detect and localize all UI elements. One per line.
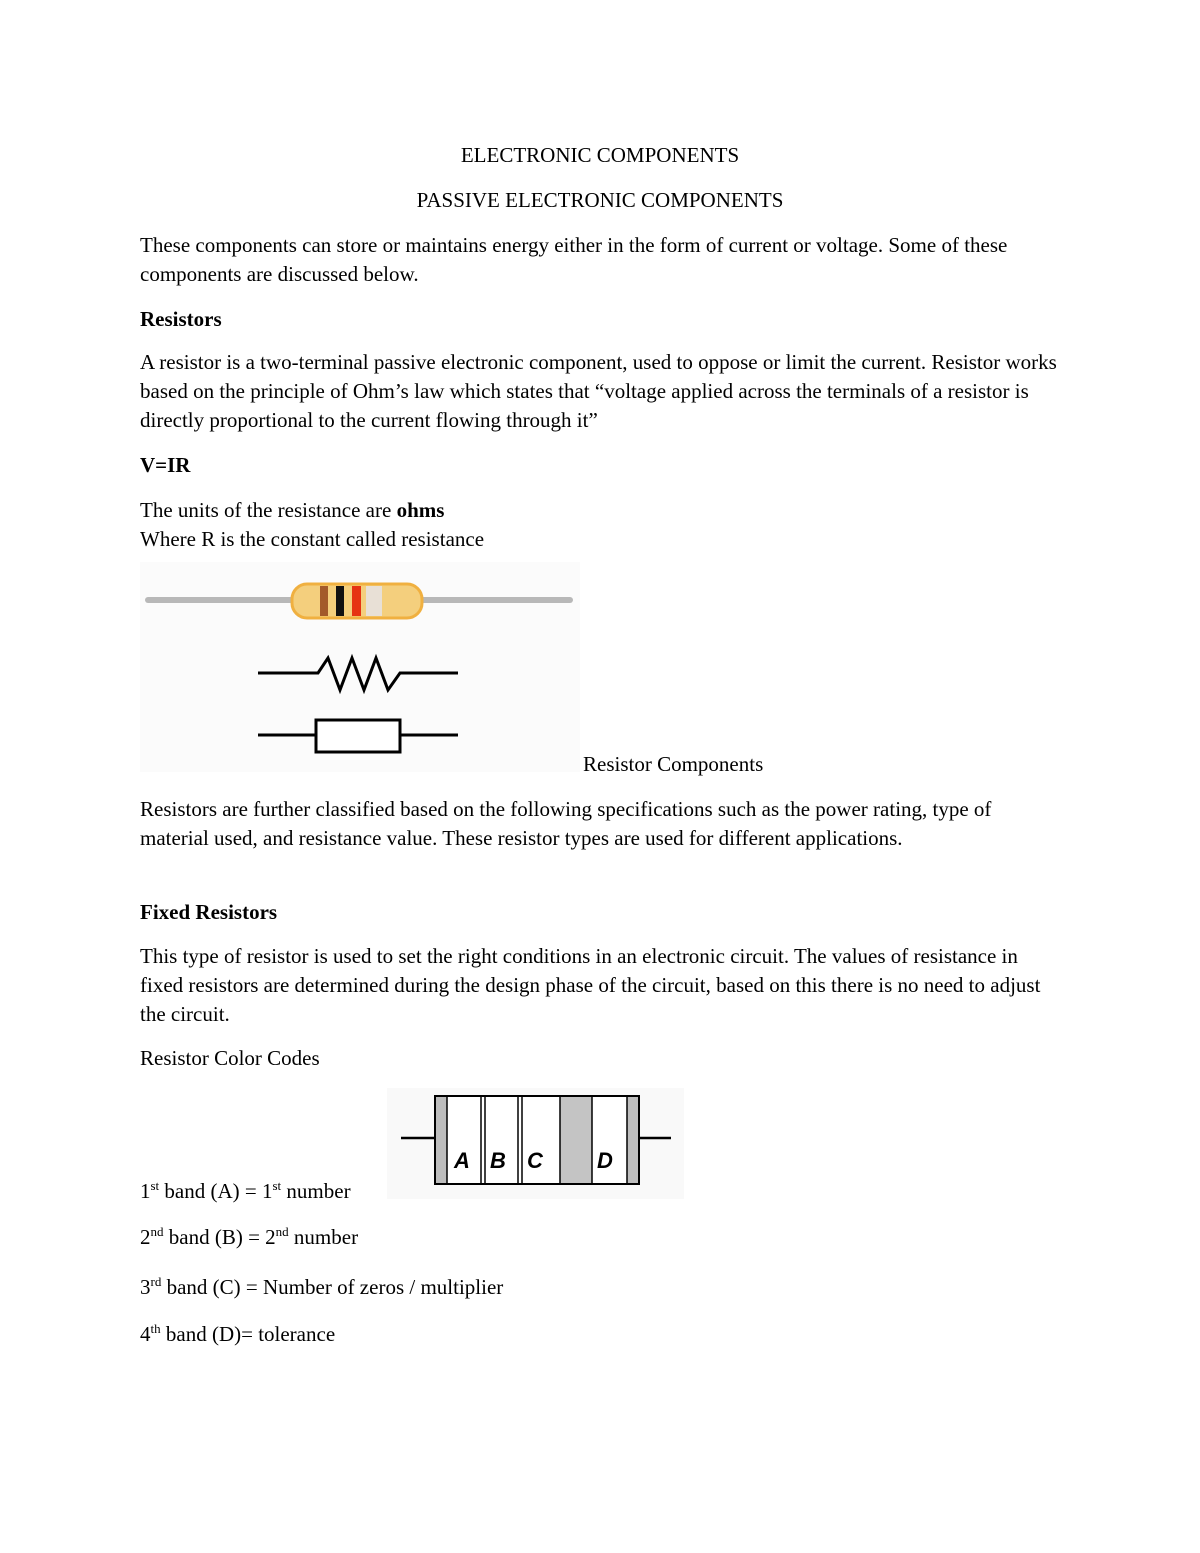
band-text: number [281, 1179, 351, 1203]
band-number: 4 [140, 1322, 151, 1346]
units-line [140, 496, 444, 525]
band-3-line [140, 1273, 503, 1302]
band-number: 2 [140, 1225, 151, 1249]
band-label-b: B [490, 1148, 506, 1173]
classification-paragraph: Resistors are further classified based on the following specifications such as the power rating, type of material used, and resistance value. These resistor types are used for different applications. [140, 797, 992, 850]
box-resistor-symbol [316, 720, 400, 752]
band-2-line [140, 1223, 358, 1252]
ordinal-suffix: nd [275, 1224, 289, 1239]
ordinal-suffix: st [150, 1178, 160, 1193]
band-number: 1 [140, 1179, 151, 1203]
band-1-line [140, 1177, 351, 1206]
band-4-line [140, 1320, 335, 1349]
band-brown [320, 586, 328, 616]
band-text: number [288, 1225, 359, 1249]
units-prefix: The units of the resistance are [140, 498, 397, 522]
ordinal-suffix: st [272, 1178, 282, 1193]
units-value: ohms [396, 498, 445, 522]
diagram-end-cap-right [627, 1097, 638, 1183]
resistor-description: A resistor is a two-terminal passive electronic component, used to oppose or limit the current. Resistor works based on the principle of Ohm’s law which states that “voltage applied across the terminals of a resistor is directly proportional to the current flowing through it” [140, 350, 1057, 432]
fixed-resistors-heading: Fixed Resistors [140, 900, 278, 924]
ordinal-suffix: nd [150, 1224, 164, 1239]
band-red [352, 586, 361, 616]
resistance-definition: Where R is the constant called resistance [140, 527, 485, 551]
ordinal-suffix: rd [150, 1274, 162, 1289]
resistor-components-figure [140, 562, 580, 772]
diagram-gap-band [560, 1097, 592, 1183]
diagram-end-cap-left [436, 1097, 447, 1183]
document-subtitle: PASSIVE ELECTRONIC COMPONENTS [416, 188, 784, 212]
fixed-resistors-paragraph: This type of resistor is used to set the right conditions in an electronic circuit. The values of resistance in fixed resistors are determined during the design phase of the circuit, based on this there is no need to adjust the circuit. [140, 944, 1041, 1026]
band-text: band (A) = 1 [159, 1179, 273, 1203]
band-text: band (D)= tolerance [160, 1322, 336, 1346]
band-text: band (B) = 2 [163, 1225, 276, 1249]
figure-caption: Resistor Components [583, 752, 764, 776]
band-gold [366, 586, 382, 616]
intro-paragraph: These components can store or maintains energy either in the form of current or voltage. Some of these components are discussed below. [140, 233, 1008, 286]
ordinal-suffix: th [150, 1321, 161, 1336]
document-title: ELECTRONIC COMPONENTS [460, 143, 740, 167]
band-black [336, 586, 344, 616]
band-number: 3 [140, 1275, 151, 1299]
band-label-a: A [454, 1148, 470, 1173]
color-codes-heading: Resistor Color Codes [140, 1046, 320, 1070]
resistors-heading: Resistors [140, 307, 222, 331]
band-text: band (C) = Number of zeros / multiplier [161, 1275, 504, 1299]
band-label-c: C [527, 1148, 543, 1173]
color-band-diagram [387, 1088, 684, 1199]
band-label-d: D [597, 1148, 613, 1173]
ohms-law-formula: V=IR [140, 453, 191, 477]
